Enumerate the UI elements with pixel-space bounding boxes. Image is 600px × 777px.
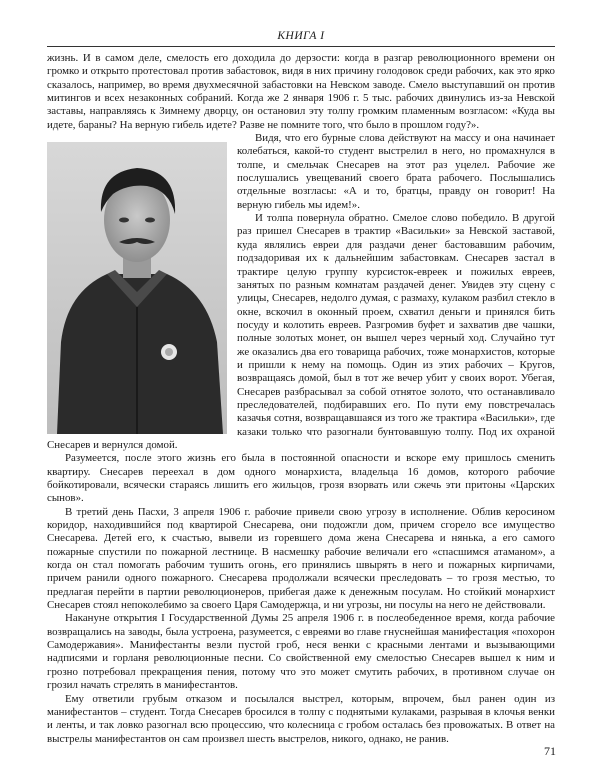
page-number: 71 xyxy=(544,744,556,758)
paragraph: Ему ответили грубым отказом и посылался выстрел, которым, впрочем, был ранен один из манифестантов – студент. Тогда Снесарев бросился в толпу с поднятыми кулаками, разрывая в клочья венки и ленты, и так ловко разогнал всю процессию, что колесница с гробом осталась без провожатых. В ответ на выстрелы манифестантов он сам произвел шесть выстрелов, никого, однако, не ранив. xyxy=(47,692,555,745)
header-rule xyxy=(47,46,555,47)
paragraph: Видя, что его бурные слова действуют на массу и она начинает колебаться, какой-то студент выстрелил в него, но промахнулся в толпе, и смельчак Снесарев на этот раз уцелел. Рабочие же послушались увещеваний своего брата рабочего. Послышались отдельные возгласы: «А и то, братцы, правду он говорит! На верную гибель мы идем!». xyxy=(237,132,555,211)
paragraph: В третий день Пасхи, 3 апреля 1906 г. рабочие привели свою угрозу в исполнение. Облив керосином коридор, находившийся под квартирой Снесарева, они подожгли дом, причем сгорело все имущество Снесарева. Детей его, к счастью, вывели из горевшего дома жена Снесарева и нянька, а его самого пожарные спустили по пожарной лестнице. В насмешку рабочие величали его «спасшимся атаманом», а когда он стал помогать рабочим тушить огонь, его принялись швырять в него и пожарных кирпичами, причем ранили одного пожарного. Снесарева продолжали всячески преследовать – то грозя местью, то предлагая перейти в партии революционеров, прибегая даже к денежным посулам. Но стойкий монархист Снесарев стоял непоколебимо за своего Царя Самодержца, и ни угрозы, ни посулы на него не действовали. xyxy=(47,505,555,612)
running-header: КНИГА I xyxy=(277,30,325,42)
portrait-photo xyxy=(47,142,227,434)
paragraph: жизнь. И в самом деле, смелость его доходила до дерзости: когда в разгар революционного времени он громко и открыто протестовал против забастовок, видя в них причину голодовок среди рабочих, как это ярко сказалось, например, во время двухмесячной забастовки на Невском заводе. Смело выступавший он против митингов и всех незаконных собраний. Когда же 2 января 1906 г. 5 тыс. рабочих двинулись из-за Невской заставы, направляясь к Зимнему дворцу, он остановил эту толпу громким пламенным возгласом: «Куда вы идете, бараны? На верную гибель идете? Разве не помните того, что было в прошлом году?». xyxy=(47,52,555,131)
paragraph: И толпа повернула обратно. Смелое слово победило. В другой раз пришел Снесарев в трактир «Васильки» за Невской заставой, куда являлись евреи для раздачи денег бастовавшим рабочим, подзадоривая их к дальнейшим забастовкам. Снесарев застал в трактире целую группу курсисток-евреек и пожилых евреев, занятых по разным комнатам раздачей денег. Увидев эту сцену с улицы, Снесарев, недолго думая, с размаху, кулаком разбил стекло в окне, вскочил в оконный проем, схватил деньги и принялся бить посуду и колотить евреев. Разгромив буфет и захватив две чашки, полные золотых монет, он вышел через черный ход. Случайно тут же оказались два его товарища рабочих, тоже монархистов, которые и пришли к нему на помощь. Один из этих рабочих – Кругов, возвращаясь домой, был в тот же вечер убит у своих ворот. Убегая, Снесарев разбрасывал за собой отнятое золото, что останавливало преследователей, подбиравших его. По пути ему повстречалась казачья сотня, возвращавшаяся из того же трактира «Васильки», где казаки только что разогнали бунтовавшую толпу. Под их охраной Снесарев и вернулся домой. xyxy=(47,212,555,451)
body-text xyxy=(47,52,555,746)
paragraph: Накануне открытия I Государственной Думы 25 апреля 1906 г. в послеобеденное время, когда рабочие возвращались на заводы, была устроена, разумеется, с евреями во главе гнуснейшая манифестация «похорон Самодержавия». Манифестанты везли пустой гроб, неся венки с красными лентами и вызывающими надписями и горланя революционные песни. Со свойственной ему смелостью Снесарев вышел к ним и грозно потребовал прекращения пения, потому что это может смутить рабочих, в противном случае он грозил начать стрелять в манифестантов. xyxy=(47,612,555,692)
paragraph: Разумеется, после этого жизнь его была в постоянной опасности и вскоре ему пришлось сменить квартиру. Снесарев переехал в дом одного монархиста, владельца 16 домов, которого рабочие бойкотировали, всячески стараясь лишить его жильцов, грозя взорвать или сжечь эти притоны «Царских сынов». xyxy=(47,452,555,505)
